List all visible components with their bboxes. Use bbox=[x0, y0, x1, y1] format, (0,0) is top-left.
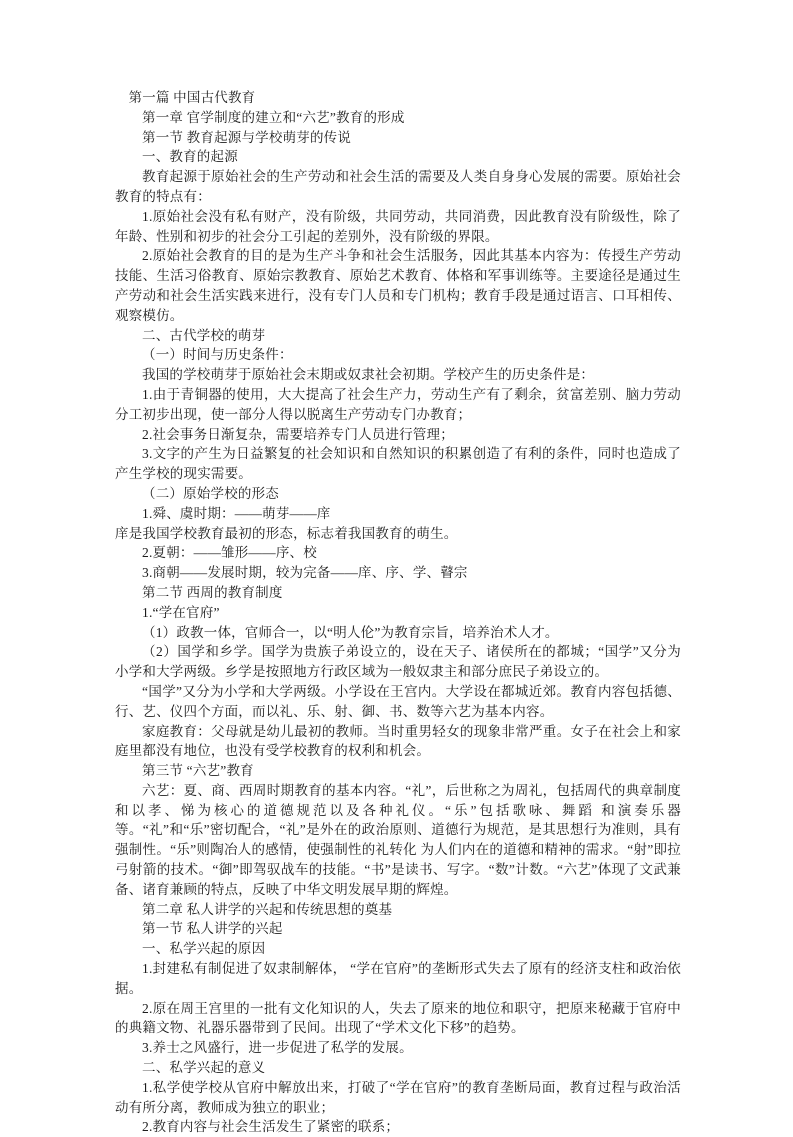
paragraph: 家庭教育：父母就是幼儿最初的教师。当时重男轻女的现象非常严重。女子在社会上和家庭里都没有地位，也没有受学校教育的权利和机会。 bbox=[115, 723, 681, 759]
subsection-heading: 一、私学兴起的原因 bbox=[142, 941, 266, 957]
section-heading: 第一节 私人讲学的兴起 bbox=[142, 921, 283, 937]
paragraph: 1.私学使学校从官府中解放出来，打破了“学在官府”的教育垄断局面，教育过程与政治活动有所分离，教师成为独立的职业； bbox=[115, 1079, 681, 1115]
paragraph: 2.教育内容与社会生活发生了紧密的联系； bbox=[142, 1119, 400, 1135]
subsection-heading: 二、古代学校的萌芽 bbox=[142, 327, 266, 343]
paragraph: 2.社会事务日渐复杂，需要培养专门人员进行管理； bbox=[142, 426, 454, 442]
paragraph: 2.原在周王宫里的一批有文化知识的人，失去了原来的地位和职守，把原来秘藏于官府中的典籍文物、礼器乐器带到了民间。出现了“学术文化下移”的趋势。 bbox=[115, 1000, 681, 1036]
paragraph: 2.夏朝：——雏形——序、校 bbox=[142, 545, 317, 561]
paragraph: 1.由于青铜器的使用，大大提高了社会生产力，劳动生产有了剩余，贫富差别、脑力劳动分工初步出现，使一部分人得以脱离生产劳动专门办教育； bbox=[115, 386, 681, 422]
paragraph: 1.原始社会没有私有财产，没有阶级，共同劳动，共同消费，因此教育没有阶级性，除了年龄、性别和初步的社会分工引起的差别外，没有阶级的界限。 bbox=[115, 208, 681, 244]
paragraph: 2.原始社会教育的目的是为生产斗争和社会生活服务，因此其基本内容为：传授生产劳动技能、生活习俗教育、原始宗教教育、原始艺术教育、体格和军事训练等。主要途径是通过生产劳动和社会生活实践来进行，没有专门人员和专门机构；教育手段是通过语言、口耳相传、观察模仿。 bbox=[115, 248, 681, 323]
subsection-heading: 一、教育的起源 bbox=[142, 149, 238, 165]
section-heading: 第一节 教育起源与学校萌芽的传说 bbox=[142, 129, 352, 145]
paragraph: （1）政教一体，官师合一，以“明人伦”为教育宗旨，培养治术人才。 bbox=[142, 624, 559, 640]
subsection-heading: 1.“学在官府” bbox=[142, 604, 220, 620]
paragraph: （2）国学和乡学。国学为贵族子弟设立的，设在天子、诸侯所在的都城；“国学”又分为小学和大学两级。乡学是按照地方行政区域为一般奴隶主和部分庶民子弟设立的。 bbox=[115, 644, 681, 680]
paragraph: 3.商朝——发展时期，较为完备——庠、序、学、瞽宗 bbox=[142, 565, 468, 581]
paragraph: 我国的学校萌芽于原始社会末期或奴隶社会初期。学校产生的历史条件是： bbox=[142, 367, 595, 383]
subsection-heading: （一）时间与历史条件： bbox=[142, 347, 293, 363]
section-heading: 第二节 西周的教育制度 bbox=[142, 584, 283, 600]
paragraph: 3.养士之风盛行，进一步促进了私学的发展。 bbox=[142, 1040, 413, 1056]
chapter-heading: 第二章 私人讲学的兴起和传统思想的奠基 bbox=[142, 901, 393, 917]
chapter-heading: 第一章 官学制度的建立和“六艺”教育的形成 bbox=[142, 109, 405, 125]
subsection-heading: 二、私学兴起的意义 bbox=[142, 1060, 266, 1076]
paragraph: 1.封建私有制促进了奴隶制解体， “学在官府”的垄断形式失去了原有的经济支柱和政治依据。 bbox=[115, 961, 681, 996]
paragraph: “国学”又分为小学和大学两级。小学设在王宫内。大学设在都城近郊。教育内容包括德、行、艺、仪四个方面，而以礼、乐、射、御、书、数等六艺为基本内容。 bbox=[115, 683, 681, 719]
part-heading: 第一篇 中国古代教育 bbox=[128, 90, 256, 105]
section-heading: 第三节 “六艺”教育 bbox=[142, 763, 254, 779]
subsection-heading: （二）原始学校的形态 bbox=[142, 485, 279, 501]
paragraph: 六艺：夏、商、西周时期教育的基本内容。“礼”，后世称之为周礼，包括周代的典章制度和以孝、悌为核心的道德规范以及各种礼仪。“乐”包括歌咏、舞蹈 和演奏乐器等。“礼”和“乐”密切配合，“礼”是外在的政治原则、道德行为规范，是其思想行为准则，具有强制性。“乐”则陶冶人的感情，使强制性的礼转化 为人们内在的道德和精神的需求。“射”即拉弓射箭的技术。“御”即驾驭战车的技能。“书”是读书、写字。“数”计数。“六艺”体现了文武兼备、诸育兼顾的特点，反映了中华文明发展早期的辉煌。 bbox=[115, 782, 681, 897]
paragraph: 庠是我国学校教育最初的形态，标志着我国教育的萌生。 bbox=[115, 525, 458, 541]
paragraph: 教育起源于原始社会的生产劳动和社会生活的需要及人类自身身心发展的需要。原始社会教育的特点有： bbox=[115, 169, 681, 204]
paragraph: 1.舜、虞时期：——萌芽——庠 bbox=[142, 505, 331, 521]
paragraph: 3.文字的产生为日益繁复的社会知识和自然知识的积累创造了有利的条件，同时也造成了产生学校的现实需要。 bbox=[115, 446, 681, 482]
page-body bbox=[115, 88, 681, 1137]
